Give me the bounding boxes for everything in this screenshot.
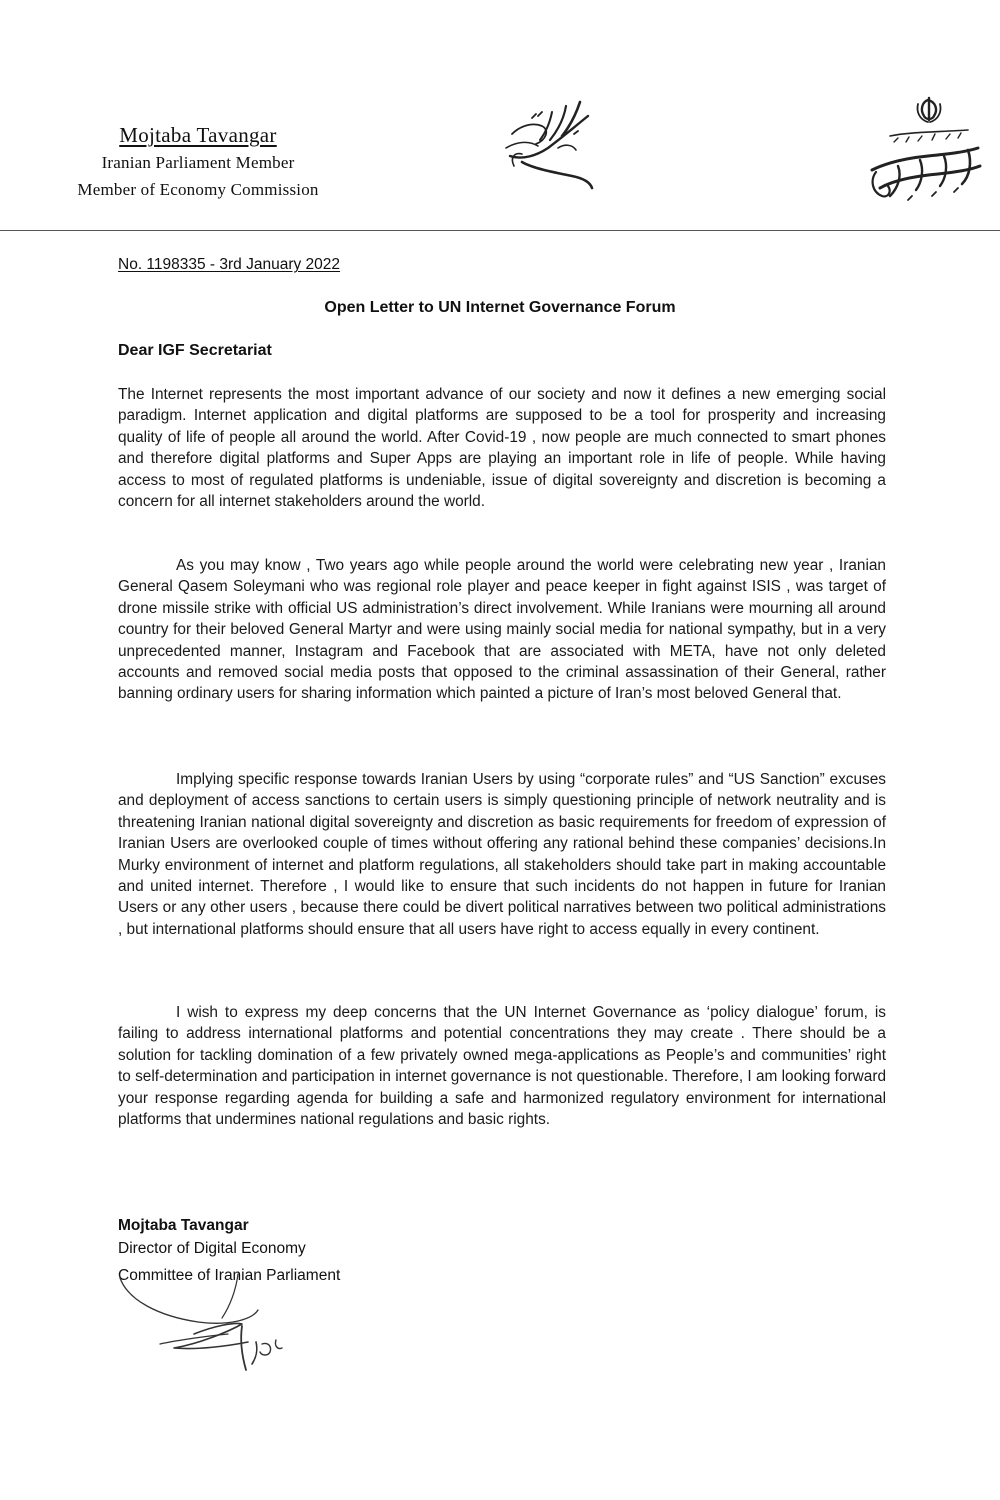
signer-name: Mojtaba Tavangar <box>118 1217 249 1234</box>
letterhead-role: Iranian Parliament Member <box>101 153 295 172</box>
letterhead-commission: Member of Economy Commission <box>77 180 319 199</box>
signer-title: Director of Digital Economy <box>118 1240 306 1257</box>
reference-number: No. 1198335 - 3rd January 2022 <box>118 256 341 273</box>
parliament-emblem-icon <box>858 92 986 210</box>
letterhead-name: Mojtaba Tavangar <box>119 123 277 147</box>
body-paragraph: The Internet represents the most important advance of our society and now it defines a new emerging social paradigm. Internet application and digital platforms are supposed to be a tool for prosperity and increasing quality of life of people all around the world. After Covid-19 , now people are much connected to smart phones and therefore digital platforms and Super Apps are playing an important role in life of people. While having access to most of regulated platforms is undeniable, issue of digital sovereignty and discretion is becoming a concern for all internet stakeholders around the world. <box>118 386 886 511</box>
salutation: Dear IGF Secretariat <box>118 342 272 359</box>
header-divider <box>0 230 1000 231</box>
handwritten-signature-icon <box>118 1270 308 1380</box>
body-paragraph: I wish to express my deep concerns that the UN Internet Governance as ‘policy dialogue’ forum, is failing to address international platforms and potential concentrations they may create . There should be a solution for tackling domination of a few privately owned mega-applications as People’s and communities’ right to self-determination and participation in internet governance is not questionable. Therefore, I am looking forward your response regarding agenda for building a safe and harmonized regulatory environment for international platforms that undermines national regulations and basic rights. <box>118 1004 886 1129</box>
basmala-calligraphy-icon <box>492 96 600 196</box>
body-paragraph: Implying specific response towards Iranian Users by using “corporate rules” and “US Sanction” excuses and deployment of access sanctions to certain users is simply questioning principle of network neutrality and is threatening Iranian national digital sovereignty and discretion as basic requirements for freedom of expression of Iranian Users are overlooked couple of times without offering any rational behind these companies’ decisions.In Murky environment of internet and platform regulations, all stakeholders should take part in making accountable and united internet. Therefore , I would like to ensure that such incidents do not happen in future for Iranian Users or any other users , because there could be divert political narratives between two political administrations , but international platforms should ensure that all users have right to access equally in every continent. <box>118 771 886 938</box>
signer-committee: Committee of Iranian Parliament <box>118 1267 341 1284</box>
body-paragraph: As you may know , Two years ago while people around the world were celebrating new year , Iranian General Qasem Soleymani who was regional role player and peace keeper in fight against ISIS , was target of drone missile strike with official US administration’s direct involvement. While Iranians were mourning all around country for their beloved General Martyr and were using mainly social media for national sympathy, but in a very unprecedented manner, Instagram and Facebook that are associated with META, have not only deleted accounts and removed social media posts that opposed to the criminal assassination of their General, rather banning ordinary users for sharing information which painted a picture of Iran’s most beloved General that. <box>118 557 886 703</box>
letter-title: Open Letter to UN Internet Governance Forum <box>324 299 676 316</box>
